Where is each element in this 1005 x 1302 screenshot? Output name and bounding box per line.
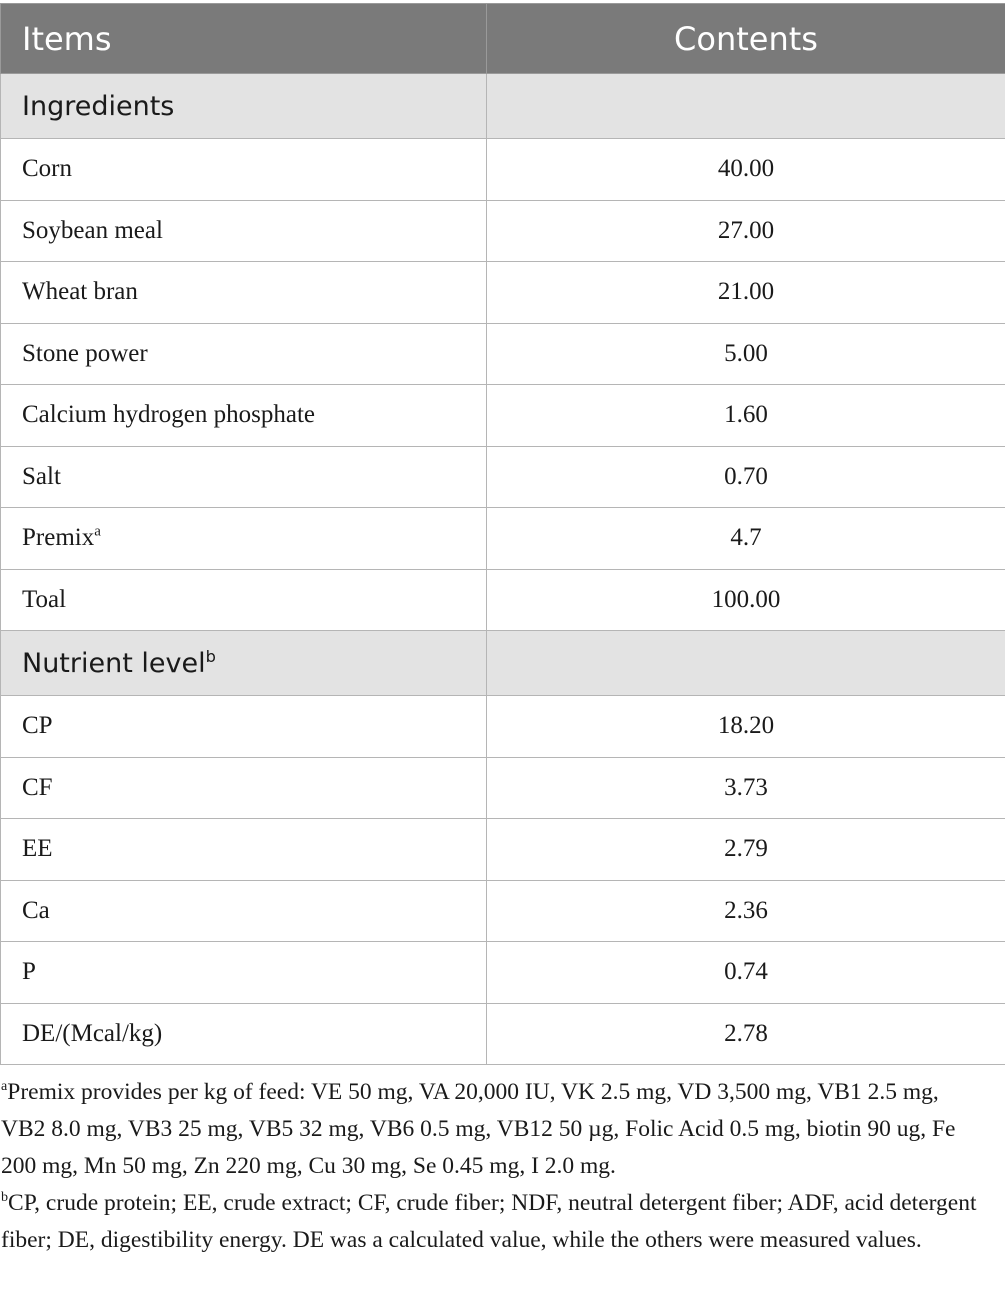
table-body: [1, 74, 1005, 1065]
section-empty-cell: [487, 74, 1005, 139]
footnote-mark: b: [1, 1189, 9, 1206]
section-title-text: Ingredients: [22, 90, 175, 122]
table-row: [1, 696, 1005, 758]
item-label: Stone power: [22, 339, 148, 367]
value-cell: 27.00: [487, 200, 1005, 262]
table-row: [1, 446, 1005, 508]
item-label: Corn: [22, 155, 72, 183]
item-label: Salt: [22, 462, 61, 490]
item-label: Wheat bran: [22, 278, 138, 306]
section-title: [1, 631, 487, 696]
value-cell: 2.78: [487, 1003, 1005, 1065]
item-cell: [1, 880, 487, 942]
item-cell: [1, 323, 487, 385]
footnote-mark: a: [1, 1078, 8, 1095]
footnote-marker: b: [205, 646, 216, 666]
items-column-header: Items: [1, 4, 487, 74]
value-cell: 3.73: [487, 757, 1005, 819]
item-cell: [1, 942, 487, 1004]
item-cell: [1, 1003, 487, 1065]
section-title: [1, 74, 487, 139]
section-title-text: Nutrient level: [22, 647, 206, 679]
item-label: Toal: [22, 585, 67, 613]
item-label: Calcium hydrogen phosphate: [22, 401, 315, 429]
table-row: [1, 139, 1005, 201]
item-label: DE/(Mcal/kg): [22, 1019, 163, 1047]
item-label: CP: [22, 712, 53, 740]
item-cell: [1, 569, 487, 631]
contents-column-header: Contents: [487, 4, 1005, 74]
value-cell: 40.00: [487, 139, 1005, 201]
value-cell: 2.36: [487, 880, 1005, 942]
item-cell: [1, 819, 487, 881]
item-cell: [1, 508, 487, 570]
footnote-text: Premix provides per kg of feed: VE 50 mg, VA 20,000 IU, VK 2.5 mg, VD 3,500 mg, VB1 2.5 mg, VB2 8.0 mg, VB3 25 mg, VB5 32 mg, VB6 0.5 mg, VB12 50 µg, Folic Acid 0.5 mg, biotin 90 ug, Fe 200 mg, Mn 50 mg, Zn 220 mg, Cu 30 mg, Se 0.45 mg, I 2.0 mg.: [1, 1079, 956, 1179]
table-row: [1, 508, 1005, 570]
item-label: EE: [22, 835, 53, 863]
item-cell: [1, 200, 487, 262]
item-label: Ca: [22, 896, 50, 924]
table-row: [1, 200, 1005, 262]
footnote-marker: a: [94, 523, 101, 540]
table-row: [1, 385, 1005, 447]
table-row: [1, 262, 1005, 324]
feed-composition-table: [0, 3, 1005, 1065]
table-row: [1, 819, 1005, 881]
header-row: [1, 4, 1005, 74]
value-cell: 0.70: [487, 446, 1005, 508]
value-cell: 5.00: [487, 323, 1005, 385]
value-cell: 0.74: [487, 942, 1005, 1004]
table-row: [1, 880, 1005, 942]
footnote: [1, 1185, 986, 1259]
item-cell: [1, 696, 487, 758]
item-label: Soybean meal: [22, 216, 163, 244]
value-cell: 18.20: [487, 696, 1005, 758]
value-cell: 100.00: [487, 569, 1005, 631]
section-header-row: [1, 631, 1005, 696]
section-empty-cell: [487, 631, 1005, 696]
item-cell: [1, 446, 487, 508]
section-header-row: [1, 74, 1005, 139]
value-cell: 2.79: [487, 819, 1005, 881]
value-cell: 1.60: [487, 385, 1005, 447]
table-row: [1, 323, 1005, 385]
footnote-text: CP, crude protein; EE, crude extract; CF, crude fiber; NDF, neutral detergent fiber; ADF, acid detergent fiber; DE, digestibility energy. DE was a calculated value, while the others were measured values.: [1, 1190, 977, 1253]
item-cell: [1, 262, 487, 324]
item-label: P: [22, 958, 36, 986]
value-cell: 21.00: [487, 262, 1005, 324]
table-footnotes: [1, 1074, 986, 1259]
item-cell: [1, 385, 487, 447]
table-row: [1, 757, 1005, 819]
table-row: [1, 942, 1005, 1004]
item-label: Premix: [22, 524, 95, 552]
item-cell: [1, 139, 487, 201]
footnote: [1, 1074, 986, 1185]
item-cell: [1, 757, 487, 819]
item-label: CF: [22, 773, 53, 801]
table-row: [1, 1003, 1005, 1065]
value-cell: 4.7: [487, 508, 1005, 570]
table-row: [1, 569, 1005, 631]
